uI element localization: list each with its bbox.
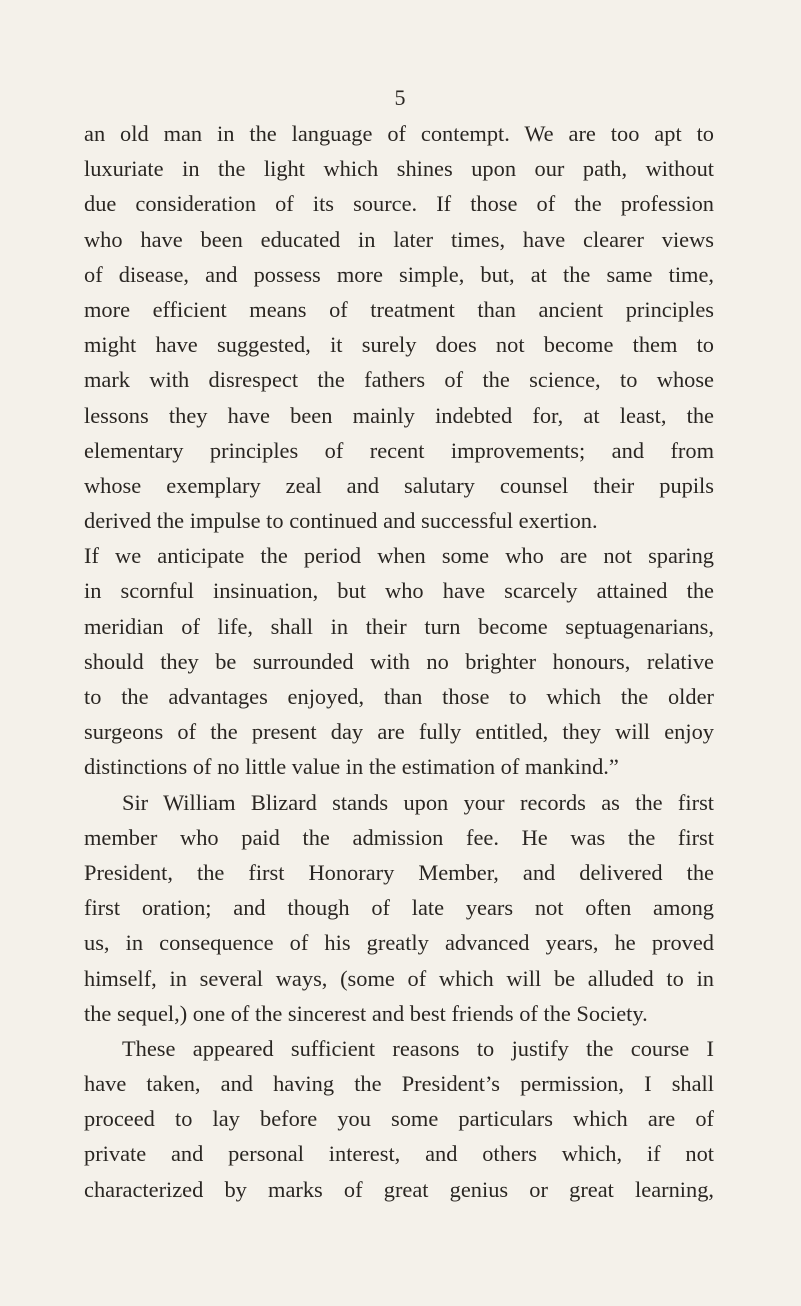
body-text (84, 116, 714, 1207)
text-line: private and personal interest, and others which, if not (84, 1141, 714, 1167)
text-line: an old man in the language of contempt. We are too apt to (84, 121, 714, 146)
text-line: more efficient means of treatment than ancient principles (84, 296, 714, 322)
text-line: meridian of life, shall in their turn become septuagenarians, (84, 613, 714, 639)
text-line: should they be surrounded with no brighter honours, relative (84, 648, 714, 674)
text-line: us, in consequence of his greatly advanced years, he proved (84, 930, 714, 956)
text-line: the sequel,) one of the sincerest and best friends of the Society. (84, 1000, 648, 1026)
text-line: whose exemplary zeal and salutary counsel their pupils (84, 472, 714, 498)
text-line: characterized by marks of great genius or great learning, (84, 1176, 714, 1202)
text-line: member who paid the admission fee. He was the first (84, 824, 714, 850)
text-line: himself, in several ways, (some of which will be alluded to in (84, 965, 714, 991)
text-line: might have suggested, it surely does not become them to (84, 332, 714, 358)
text-line: mark with disrespect the fathers of the science, to whose (84, 367, 714, 393)
page-number: 5 (394, 85, 406, 110)
text-line: surgeons of the present day are fully entitled, they will enjoy (84, 719, 714, 745)
text-line: in scornful insinuation, but who have scarcely attained the (84, 578, 714, 604)
text-line: derived the impulse to continued and successful exertion. (84, 508, 598, 534)
text-line: first oration; and though of late years not often among (84, 895, 714, 921)
text-line: Sir William Blizard stands upon your records as the first (122, 789, 714, 815)
text-line: These appeared sufficient reasons to justify the course I (122, 1035, 714, 1061)
text-line: distinctions of no little value in the estimation of mankind.” (84, 754, 619, 780)
text-line: President, the first Honorary Member, and delivered the (84, 859, 714, 885)
text-line: lessons they have been mainly indebted for, at least, the (84, 402, 714, 428)
text-line: due consideration of its source. If those of the profession (84, 191, 714, 217)
text-line: elementary principles of recent improvements; and from (84, 437, 714, 463)
text-line: who have been educated in later times, have clearer views (84, 226, 714, 252)
text-line: luxuriate in the light which shines upon our path, without (84, 156, 714, 182)
text-line: to the advantages enjoyed, than those to which the older (84, 684, 714, 709)
text-line: of disease, and possess more simple, but, at the same time, (84, 261, 714, 287)
text-line: proceed to lay before you some particulars which are of (84, 1106, 714, 1132)
text-line: have taken, and having the President’s permission, I shall (84, 1071, 714, 1097)
text-line: If we anticipate the period when some who are not sparing (84, 543, 714, 569)
